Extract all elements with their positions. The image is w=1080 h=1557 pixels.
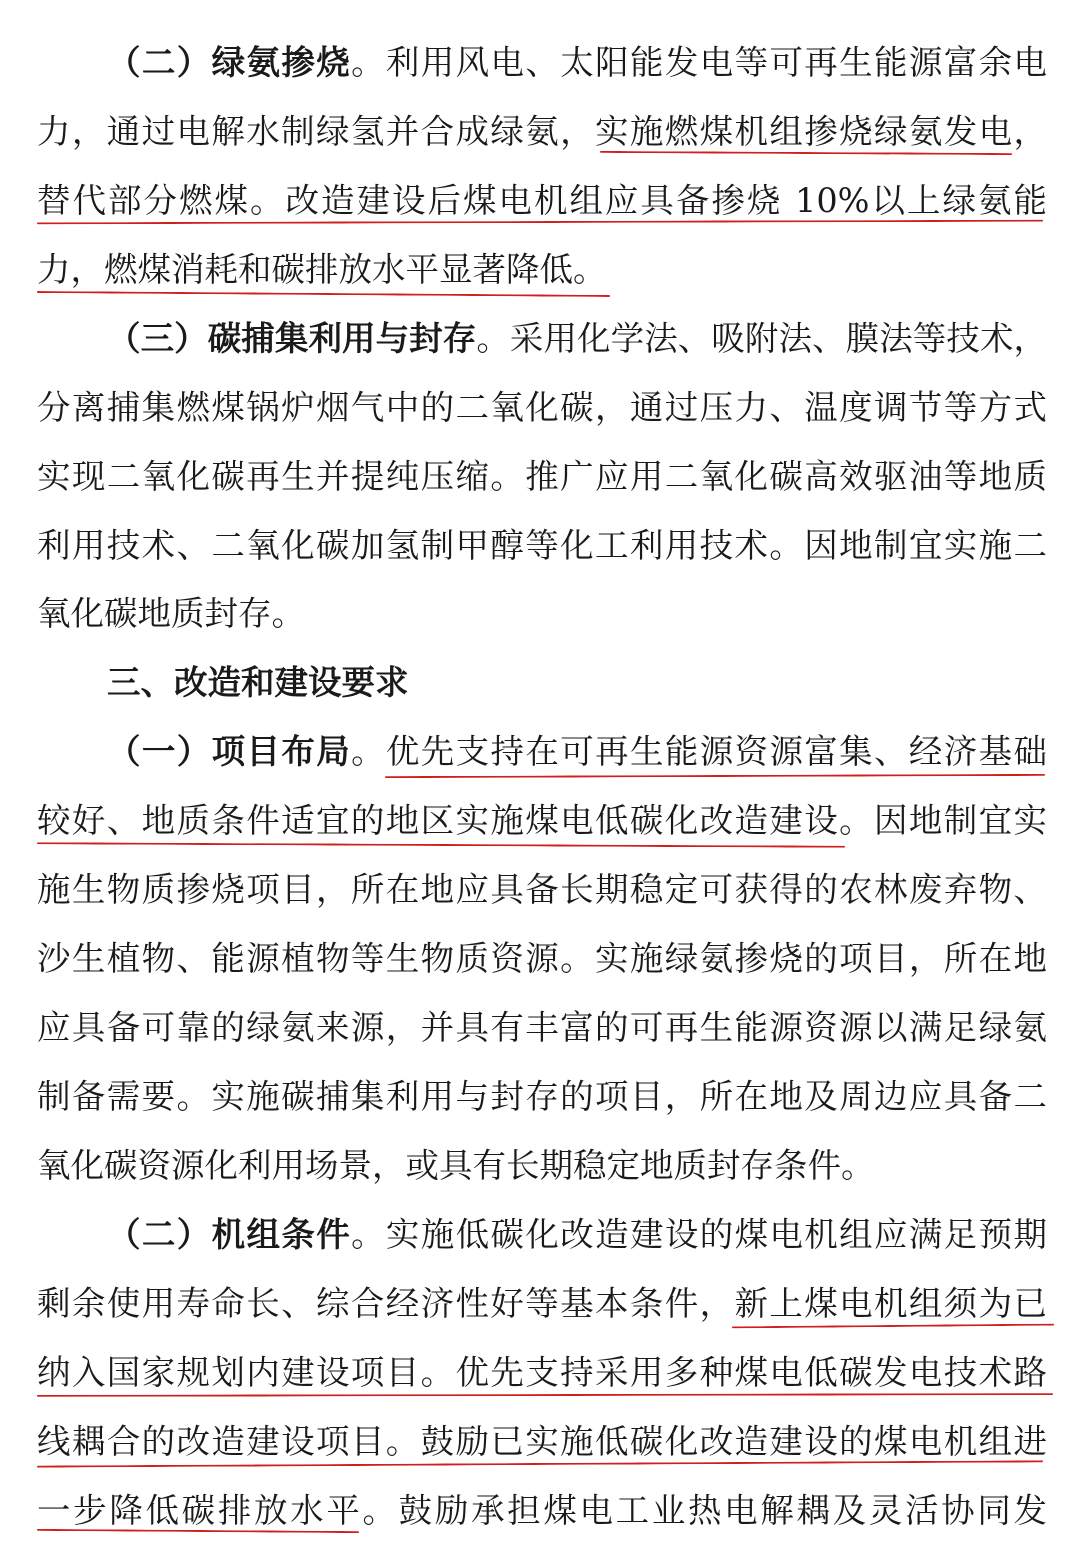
paragraph-line: 实现二氧化碳再生并提纯压缩。推广应用二氧化碳高效驱油等地质 — [37, 457, 1047, 496]
paragraph-line: 氧化碳资源化利用场景，或具有长期稳定地质封存条件。 — [37, 1146, 875, 1185]
paragraph-line: 纳入国家规划内建设项目。优先支持采用多种煤电低碳发电技术路 — [37, 1353, 1047, 1392]
paragraph-line: 施生物质掺烧项目，所在地应具备长期稳定可获得的农林废弃物、 — [37, 870, 1047, 909]
paragraph-text: 。实施低碳化改造建设的煤电机组应满足预期 — [351, 1215, 1048, 1254]
paragraph-line: 力，通过电解水制绿氢并合成绿氨，实施燃煤机组掺烧绿氨发电， — [37, 112, 1047, 151]
paragraph-line: 替代部分燃煤。改造建设后煤电机组应具备掺烧 10%以上绿氨能 — [37, 181, 1047, 220]
section-subheading: （三）碳捕集利用与封存 — [107, 319, 477, 358]
paragraph-line: 制备需要。实施碳捕集利用与封存的项目，所在地及周边应具备二 — [37, 1077, 1047, 1116]
paragraph-text: 。优先支持在可再生能源资源富集、经济基础 — [351, 732, 1048, 771]
section-subheading: （二）绿氨掺烧 — [107, 43, 352, 82]
section-subheading: （一）项目布局 — [107, 732, 352, 771]
paragraph-text: 。利用风电、太阳能发电等可再生能源富余电 — [351, 43, 1048, 82]
paragraph-line: 较好、地质条件适宜的地区实施煤电低碳化改造建设。因地制宜实 — [37, 801, 1047, 840]
paragraph-line: 分离捕集燃煤锅炉烟气中的二氧化碳，通过压力、温度调节等方式 — [37, 388, 1047, 427]
section-heading: 三、改造和建设要求 — [107, 663, 409, 702]
paragraph-line — [37, 1205, 1047, 1265]
paragraph-text: 。采用化学法、吸附法、膜法等技术， — [476, 319, 1048, 358]
paragraph-line: 力，燃煤消耗和碳排放水平显著降低。 — [37, 250, 607, 289]
paragraph-line: 沙生植物、能源植物等生物质资源。实施绿氨掺烧的项目，所在地 — [37, 939, 1047, 978]
paragraph-line — [37, 33, 1047, 93]
paragraph-line: 应具备可靠的绿氨来源，并具有丰富的可再生能源资源以满足绿氨 — [37, 1008, 1047, 1047]
paragraph-line: 利用技术、二氧化碳加氢制甲醇等化工利用技术。因地制宜实施二 — [37, 526, 1047, 565]
paragraph-line — [37, 722, 1047, 782]
paragraph-line: 线耦合的改造建设项目。鼓励已实施低碳化改造建设的煤电机组进 — [37, 1422, 1047, 1461]
section-subheading: （二）机组条件 — [107, 1215, 352, 1254]
paragraph-line: 一步降低碳排放水平。鼓励承担煤电工业热电解耦及灵活协同发 — [37, 1491, 1047, 1530]
paragraph-line: 氧化碳地质封存。 — [37, 594, 305, 633]
paragraph-line — [37, 309, 1047, 369]
paragraph-line: 剩余使用寿命长、综合经济性好等基本条件，新上煤电机组须为已 — [37, 1284, 1047, 1323]
